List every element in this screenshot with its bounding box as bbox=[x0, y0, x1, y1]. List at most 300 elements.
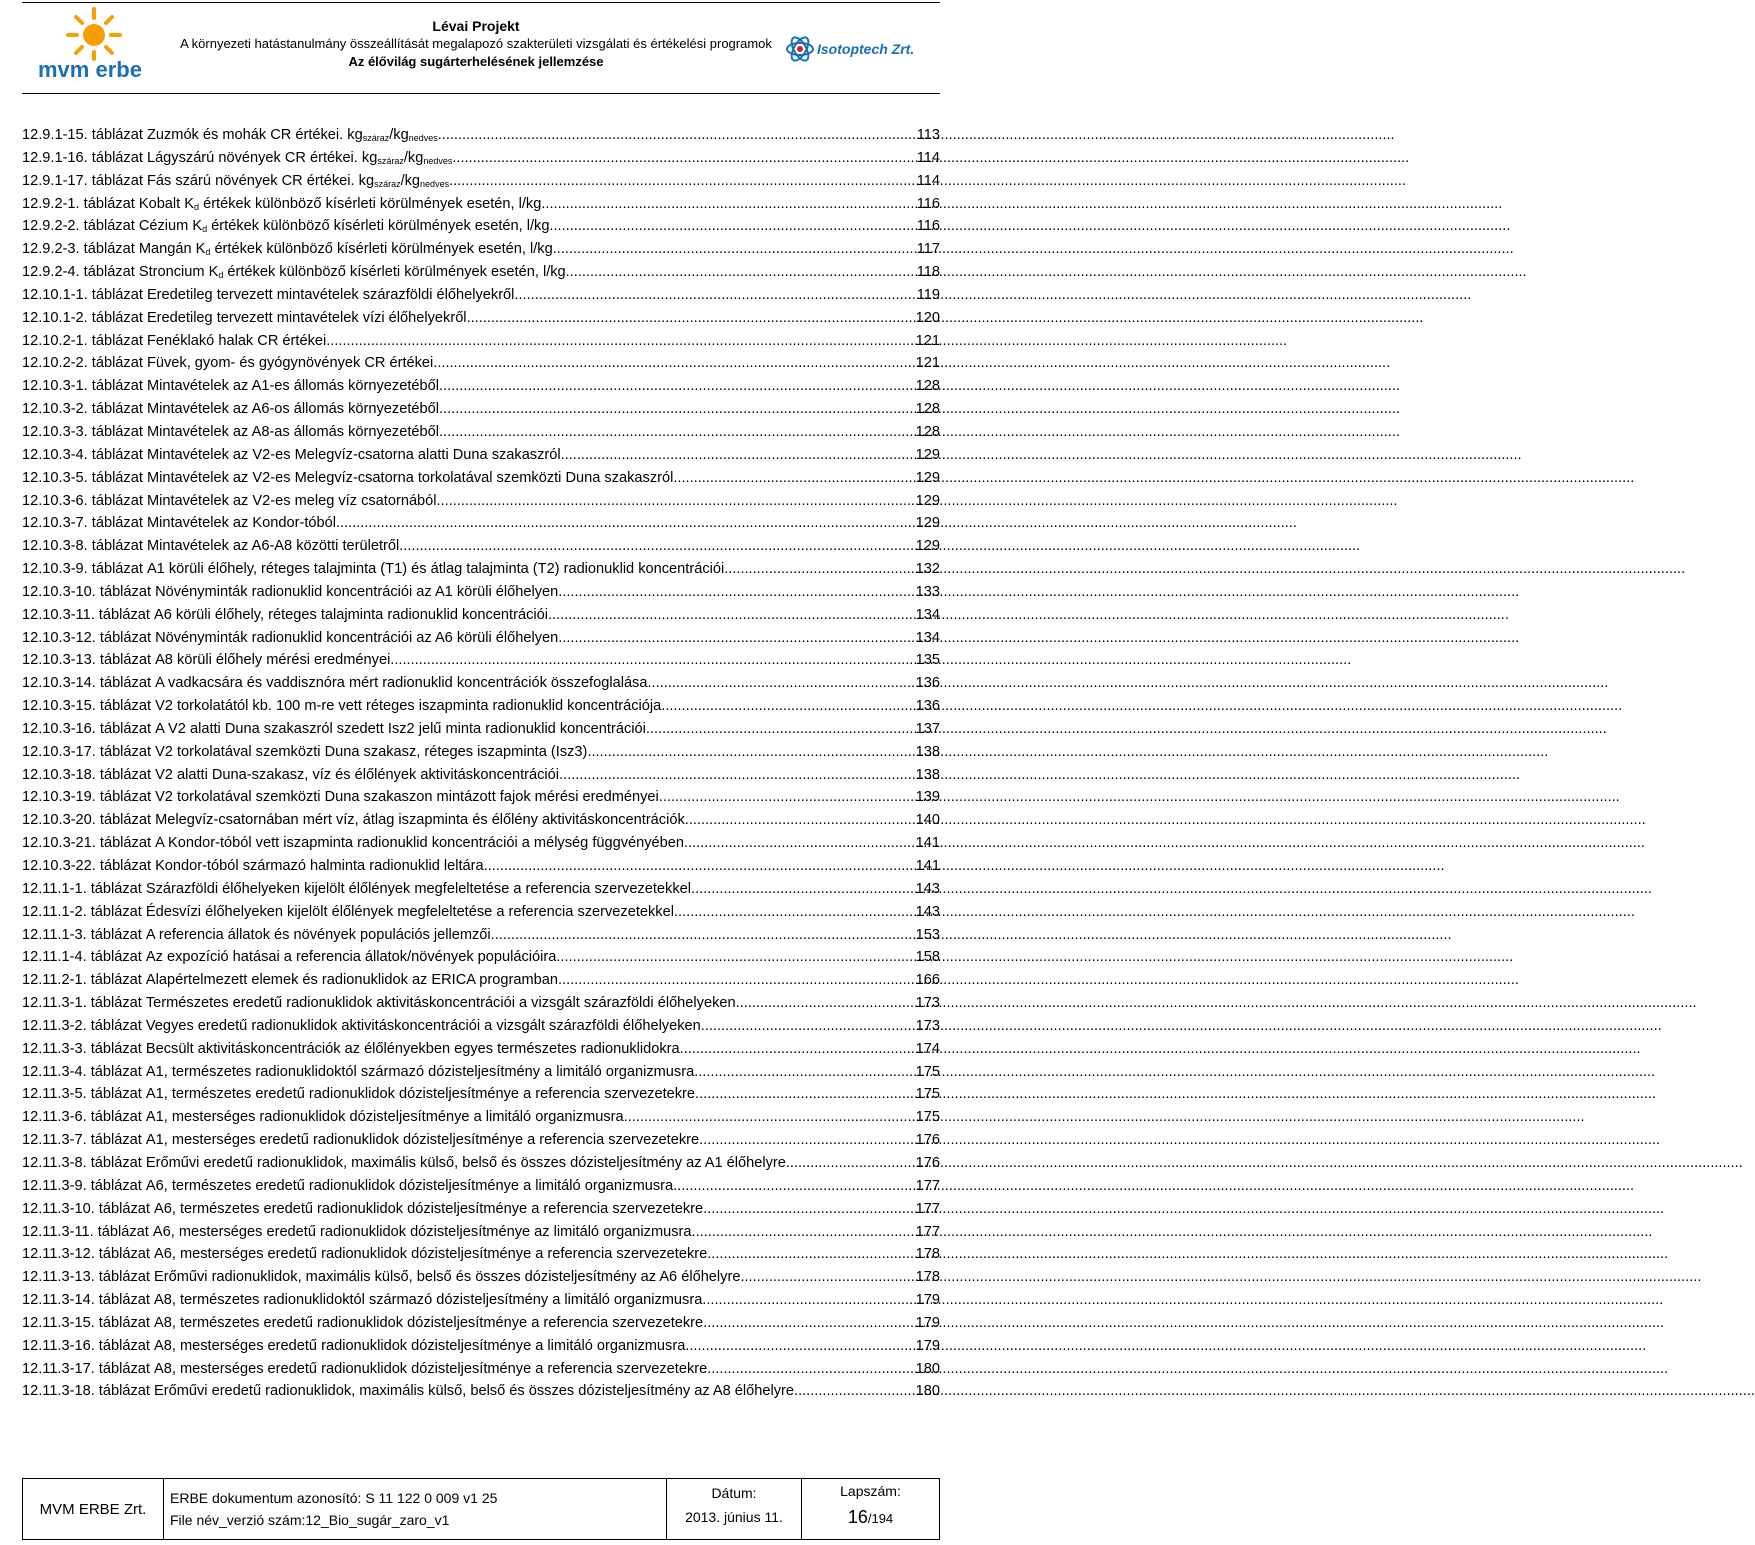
toc-page-number: 119 bbox=[916, 286, 940, 303]
toc-dot-leader bbox=[443, 399, 915, 419]
toc-page-number: 120 bbox=[915, 309, 940, 326]
toc-entry[interactable] bbox=[22, 1062, 940, 1085]
toc-dot-leader bbox=[652, 673, 915, 693]
toc-entry-title: Édesvízi élőhelyeken kijelölt élőlények megfeleltetése a referencia szervezetekkel. bbox=[145, 903, 679, 920]
toc-entry[interactable] bbox=[22, 970, 940, 993]
svg-text:mvm erbe: mvm erbe bbox=[38, 57, 142, 82]
toc-entry-title: A1, természetes radionuklidoktól származó dózisteljesítmény a limitáló organizmusra. bbox=[145, 1063, 699, 1080]
toc-dot-leader bbox=[452, 148, 915, 168]
toc-page-number: 175 bbox=[915, 1086, 940, 1103]
toc-page-number: 121 bbox=[915, 332, 940, 349]
toc-dot-leader bbox=[665, 696, 914, 716]
toc-dot-leader bbox=[545, 194, 915, 214]
toc-page-number: 134 bbox=[915, 629, 940, 646]
footer-date-cell bbox=[667, 1479, 802, 1540]
toc-entry[interactable] bbox=[22, 947, 940, 970]
toc-entry[interactable] bbox=[22, 376, 940, 399]
toc-entry-title: A8, mesterséges eredetű radionuklidok dózisteljesítménye a referencia szervezetekre. bbox=[154, 1360, 712, 1377]
toc-page-number: 174 bbox=[915, 1040, 940, 1057]
toc-entry-title: Szárazföldi élőhelyeken kijelölt élőlények megfeleltetése a referencia szervezetekkel. bbox=[145, 880, 696, 897]
toc-entry-title: A8, természetes eredetű radionuklidok dózisteljesítménye a referencia szervezetekre. bbox=[154, 1314, 708, 1331]
toc-entry[interactable] bbox=[22, 285, 940, 308]
toc-entry-title: V2 alatti Duna-szakasz, víz és élőlények aktivitáskoncentrációi. bbox=[155, 766, 564, 783]
toc-dot-leader bbox=[552, 605, 915, 625]
toc-entry[interactable] bbox=[22, 605, 940, 628]
document-topic: Az élővilág sugárterhelésének jellemzése bbox=[348, 54, 604, 69]
toc-entry-title: A6, természetes eredetű radionuklidok dózisteljesítménye a limitáló organizmusra. bbox=[145, 1177, 678, 1194]
toc-dot-leader bbox=[433, 353, 914, 373]
toc-page-number: 166 bbox=[915, 972, 940, 989]
toc-entry-title: Növényminták radionuklid koncentrációi az A1 körüli élőhelyen. bbox=[155, 583, 563, 600]
toc-dot-leader bbox=[556, 947, 914, 967]
toc-entry-title: A8 körüli élőhely mérési eredményei. bbox=[155, 652, 395, 669]
toc-page-number: 178 bbox=[915, 1246, 940, 1263]
toc-entry-title: Erőművi eredetű radionuklidok, maximális külső, belső és összes dózisteljesítmény az A1 élőhelyre bbox=[145, 1154, 786, 1171]
toc-entry-number: 12.10.3-13. táblázat bbox=[22, 652, 152, 669]
toc-page-number: 129 bbox=[915, 515, 940, 532]
toc-entry-title: A6, mesterséges eredetű radionuklidok dózisteljesítménye a referencia szervezetekre. bbox=[154, 1246, 712, 1263]
toc-dot-leader bbox=[330, 331, 914, 351]
toc-page-number: 114 bbox=[916, 149, 940, 166]
toc-dot-leader bbox=[563, 765, 915, 785]
toc-entry[interactable] bbox=[22, 1130, 940, 1153]
toc-entry[interactable] bbox=[22, 1039, 940, 1062]
toc-entry-number: 12.10.3-9. táblázat bbox=[22, 561, 143, 578]
toc-page-number: 117 bbox=[916, 241, 940, 258]
toc-dot-leader bbox=[562, 970, 915, 990]
toc-entry-number: 12.10.3-5. táblázat bbox=[22, 469, 143, 486]
toc-entry[interactable] bbox=[22, 719, 940, 742]
toc-page-number: 129 bbox=[915, 469, 940, 486]
toc-entry[interactable] bbox=[22, 742, 940, 765]
toc-dot-leader bbox=[438, 125, 916, 145]
toc-entry-title: Eredetileg tervezett mintavételek szárazföldi élőhelyekről bbox=[146, 286, 515, 303]
toc-dot-leader bbox=[677, 1176, 914, 1196]
toc-entry[interactable] bbox=[22, 1336, 940, 1359]
toc-page-number: 134 bbox=[915, 606, 940, 623]
toc-dot-leader bbox=[449, 171, 916, 191]
toc-page-number: 180 bbox=[915, 1383, 940, 1400]
toc-page-number: 136 bbox=[915, 675, 940, 692]
toc-entry-title: A Kondor-tóból vett iszapminta radionuklid koncentrációi a mélység függvényében. bbox=[155, 835, 689, 852]
toc-entry[interactable] bbox=[22, 559, 940, 582]
toc-page-number: 133 bbox=[915, 583, 940, 600]
toc-entry[interactable] bbox=[22, 650, 940, 673]
toc-entry-number: 12.11.3-10. táblázat bbox=[22, 1200, 150, 1217]
toc-page-number: 175 bbox=[915, 1109, 940, 1126]
toc-entry-title: A6, mesterséges eredetű radionuklidok dózisteljesítménye az limitáló organizmusra. bbox=[152, 1223, 696, 1240]
toc-entry[interactable] bbox=[22, 1153, 940, 1176]
toc-entry-number: 12.11.3-16. táblázat bbox=[22, 1337, 150, 1354]
toc-dot-leader bbox=[557, 239, 916, 259]
toc-entry[interactable] bbox=[22, 1359, 940, 1382]
toc-dot-leader bbox=[745, 1267, 915, 1287]
toc-entry[interactable] bbox=[22, 513, 940, 536]
toc-entry-number: 12.10.1-2. táblázat bbox=[22, 309, 143, 326]
toc-entry[interactable] bbox=[22, 696, 940, 719]
toc-entry-number: 12.11.3-11. táblázat bbox=[22, 1223, 149, 1240]
toc-page-number: 140 bbox=[915, 812, 940, 829]
toc-entry-title: A1 körüli élőhely, réteges talajminta (T1) és átlag talajminta (T2) radionuklid koncentrációi. bbox=[146, 561, 729, 578]
toc-entry-number: 12.9.2-2. táblázat bbox=[22, 218, 135, 235]
toc-entry[interactable] bbox=[22, 422, 940, 445]
toc-dot-leader bbox=[677, 468, 914, 488]
table-of-contents bbox=[22, 125, 940, 1404]
toc-entry-number: 12.9.2-1. táblázat bbox=[22, 195, 135, 212]
svg-text:Isotoptech Zrt.: Isotoptech Zrt. bbox=[817, 41, 915, 57]
toc-entry[interactable] bbox=[22, 262, 940, 285]
toc-dot-leader bbox=[688, 833, 915, 853]
toc-entry-title: Kondor-tóból származó halminta radionuklid leltára. bbox=[155, 858, 488, 874]
toc-entry-title: Fás szárú növények CR értékei. $kg_{száraz}/kg_{nedves}$ bbox=[146, 172, 450, 189]
toc-page-number: 129 bbox=[915, 492, 940, 509]
mvm-erbe-logo bbox=[28, 5, 160, 89]
toc-page-number: 177 bbox=[915, 1177, 940, 1194]
toc-dot-leader bbox=[711, 1244, 914, 1264]
toc-entry-title: A6 körüli élőhely, réteges talajminta radionuklid koncentrációi. bbox=[154, 606, 553, 623]
atom-icon bbox=[787, 35, 813, 64]
toc-dot-leader bbox=[786, 1153, 915, 1173]
toc-entry-title: Mangán $K_d$ értékek különböző kísérleti körülmények esetén, l/kg. bbox=[138, 241, 557, 258]
toc-entry[interactable] bbox=[22, 1313, 940, 1336]
toc-dot-leader bbox=[740, 993, 915, 1013]
footer-document-info bbox=[164, 1479, 667, 1540]
toc-page-number: 153 bbox=[915, 926, 940, 943]
toc-dot-leader bbox=[698, 1062, 914, 1082]
toc-entry-number: 12.11.1-1. táblázat bbox=[22, 880, 142, 897]
toc-entry-number: 12.9.1-17. táblázat bbox=[22, 172, 143, 189]
toc-page-number: 179 bbox=[915, 1337, 940, 1354]
toc-page-number: 121 bbox=[915, 355, 940, 372]
toc-dot-leader bbox=[570, 262, 916, 282]
toc-entry[interactable] bbox=[22, 468, 940, 491]
toc-page-number: 128 bbox=[915, 423, 940, 440]
toc-entry-title: Mintavételek az A8-as állomás környezetéből. bbox=[146, 423, 444, 440]
toc-entry[interactable] bbox=[22, 308, 940, 331]
toc-dot-leader bbox=[441, 491, 915, 511]
toc-dot-leader bbox=[689, 810, 915, 830]
toc-entry-number: 12.10.3-16. táblázat bbox=[22, 720, 152, 737]
toc-entry[interactable] bbox=[22, 1176, 940, 1199]
toc-page-number: 173 bbox=[915, 995, 940, 1012]
toc-page-number: 128 bbox=[915, 378, 940, 395]
toc-entry-number: 12.10.3-8. táblázat bbox=[22, 538, 143, 555]
toc-entry-number: 12.11.3-13. táblázat bbox=[22, 1269, 150, 1286]
toc-entry-title: Mintavételek az A6-os állomás környezetéből. bbox=[146, 401, 444, 418]
toc-entry-title: Kobalt $K_d$ értékek különböző kísérleti körülmények esetén, l/kg. bbox=[138, 195, 546, 212]
toc-entry[interactable] bbox=[22, 536, 940, 559]
toc-entry-number: 12.10.3-7. táblázat bbox=[22, 515, 143, 532]
page-header bbox=[22, 2, 940, 94]
toc-page-number: 136 bbox=[915, 698, 940, 715]
toc-page-number: 175 bbox=[915, 1063, 940, 1080]
toc-dot-leader bbox=[703, 1130, 914, 1150]
toc-entry[interactable] bbox=[22, 833, 940, 856]
footer-doc-id: ERBE dokumentum azonosító: S 11 122 0 009 v1 25 bbox=[170, 1490, 498, 1506]
footer-organization: MVM ERBE Zrt. bbox=[23, 1479, 164, 1540]
toc-entry-title: Lágyszárú növények CR értékei. $kg_{száraz}/kg_{nedves}$ bbox=[146, 149, 453, 166]
toc-dot-leader bbox=[689, 1336, 914, 1356]
toc-dot-leader bbox=[443, 376, 915, 396]
toc-entry-title: Zuzmók és mohák CR értékei. $kg_{száraz}/kg_{nedves}$ bbox=[146, 127, 438, 143]
toc-dot-leader bbox=[403, 536, 914, 556]
toc-page-number: 179 bbox=[915, 1292, 940, 1309]
toc-entry-number: 12.11.1-3. táblázat bbox=[22, 926, 142, 943]
toc-entry[interactable] bbox=[22, 1267, 940, 1290]
toc-dot-leader bbox=[684, 1039, 915, 1059]
toc-entry[interactable] bbox=[22, 765, 940, 788]
toc-entry-number: 12.11.3-17. táblázat bbox=[22, 1360, 150, 1377]
toc-entry-title: Természetes eredetű radionuklidok aktivitáskoncentrációi a vizsgált szárazföldi élőhelyeken. bbox=[145, 995, 740, 1012]
toc-entry-title: Az expozíció hatásai a referencia állatok/növények populációira bbox=[145, 949, 557, 966]
toc-entry[interactable] bbox=[22, 148, 940, 171]
toc-page-number: 141 bbox=[915, 835, 940, 852]
toc-dot-leader bbox=[663, 787, 915, 807]
toc-entry-number: 12.11.1-2. táblázat bbox=[22, 903, 142, 920]
toc-entry-title: A1, mesterséges radionuklidok dózisteljesítménye a limitáló organizmusra. bbox=[145, 1109, 628, 1126]
toc-entry-number: 12.10.3-20. táblázat bbox=[22, 812, 152, 829]
toc-entry-number: 12.10.2-1. táblázat bbox=[22, 332, 143, 349]
toc-entry[interactable] bbox=[22, 879, 940, 902]
toc-entry-title: Alapértelmezett elemek és radionuklidok az ERICA programban. bbox=[145, 972, 563, 989]
toc-entry[interactable] bbox=[22, 399, 940, 422]
toc-page-number: 176 bbox=[915, 1154, 940, 1171]
toc-entry-title: Növényminták radionuklid koncentrációi az A6 körüli élőhelyen. bbox=[155, 629, 563, 646]
toc-entry[interactable] bbox=[22, 1381, 940, 1404]
toc-entry[interactable] bbox=[22, 582, 940, 605]
toc-page-number: 128 bbox=[915, 401, 940, 418]
toc-entry[interactable] bbox=[22, 925, 940, 948]
toc-entry-title: A1, mesterséges eredetű radionuklidok dózisteljesítménye a referencia szervezetekre. bbox=[145, 1132, 704, 1149]
toc-dot-leader bbox=[628, 1107, 915, 1127]
toc-dot-leader bbox=[695, 879, 915, 899]
toc-page-number: 138 bbox=[915, 743, 940, 760]
toc-entry-title: A vadkacsára és vaddisznóra mért radionuklid koncentrációk összefoglalása. bbox=[155, 675, 652, 692]
toc-entry-number: 12.10.3-14. táblázat bbox=[22, 675, 152, 692]
toc-dot-leader bbox=[514, 285, 915, 305]
toc-entry[interactable] bbox=[22, 1222, 940, 1245]
toc-entry-title: Cézium $K_d$ értékek különböző kísérleti körülmények esetén, l/kg. bbox=[138, 218, 554, 235]
toc-page-number: 137 bbox=[915, 720, 940, 737]
toc-entry-number: 12.11.3-3. táblázat bbox=[22, 1040, 142, 1057]
footer-date: 2013. június 11. bbox=[685, 1509, 783, 1525]
toc-entry-title: Melegvíz-csatornában mért víz, átlag iszapminta és élőlény aktivitáskoncentrációk. bbox=[155, 812, 689, 829]
toc-dot-leader bbox=[565, 445, 915, 465]
project-subtitle: A környezeti hatástanulmány összeállítását megalapozó szakterületi vizsgálati és értékelési programok bbox=[180, 36, 772, 51]
toc-page-number: 135 bbox=[915, 652, 940, 669]
toc-page-number: 129 bbox=[915, 538, 940, 555]
toc-entry-number: 12.10.1-1. táblázat bbox=[22, 286, 143, 303]
toc-dot-leader bbox=[707, 1199, 914, 1219]
toc-page-number: 139 bbox=[915, 789, 940, 806]
toc-dot-leader bbox=[340, 513, 915, 533]
toc-entry[interactable] bbox=[22, 331, 940, 354]
page-footer bbox=[22, 1478, 940, 1540]
toc-entry[interactable] bbox=[22, 787, 940, 810]
toc-dot-leader bbox=[467, 308, 915, 328]
toc-dot-leader bbox=[706, 1290, 914, 1310]
toc-entry-title: Erőművi eredetű radionuklidok, maximális külső, belső és összes dózisteljesítmény az A8 élőhelyre. bbox=[154, 1383, 799, 1400]
toc-dot-leader bbox=[705, 1016, 915, 1036]
project-title: Lévai Projekt bbox=[432, 18, 520, 34]
toc-entry-title: A8, mesterséges eredetű radionuklidok dózisteljesítménye a limitáló organizmusra. bbox=[154, 1337, 690, 1354]
toc-entry-title: A1, természetes eredetű radionuklidok dózisteljesítménye a referencia szervezetekre. bbox=[145, 1086, 700, 1103]
toc-entry-title: Fenéklakó halak CR értékei. bbox=[146, 332, 331, 349]
toc-entry[interactable] bbox=[22, 445, 940, 468]
toc-entry[interactable] bbox=[22, 1244, 940, 1267]
toc-entry-title: Mintavételek az V2-es meleg víz csatornából. bbox=[146, 492, 441, 509]
toc-entry-title: Füvek, gyom- és gyógynövények CR értékei bbox=[146, 355, 434, 372]
toc-entry-title: V2 torkolatától kb. 100 m-re vett réteges iszapminta radionuklid koncentrációja. bbox=[155, 698, 666, 715]
toc-entry-title: Eredetileg tervezett mintavételek vízi élőhelyekről bbox=[146, 309, 467, 326]
toc-entry[interactable] bbox=[22, 810, 940, 833]
footer-page-number: 16/194 bbox=[847, 1506, 894, 1527]
toc-dot-leader bbox=[711, 1359, 914, 1379]
toc-entry-title: Vegyes eredetű radionuklidok aktivitáskoncentrációi a vizsgált szárazföldi élőhelyeken. bbox=[145, 1017, 705, 1034]
toc-page-number: 138 bbox=[915, 766, 940, 783]
toc-entry-number: 12.11.3-2. táblázat bbox=[22, 1017, 142, 1034]
toc-page-number: 116 bbox=[916, 195, 940, 212]
toc-page-number: 178 bbox=[915, 1269, 940, 1286]
toc-page-number: 116 bbox=[916, 218, 940, 235]
toc-page-number: 158 bbox=[915, 949, 940, 966]
toc-entry-number: 12.10.3-10. táblázat bbox=[22, 583, 152, 600]
toc-entry-number: 12.9.2-4. táblázat bbox=[22, 264, 135, 281]
toc-entry-number: 12.11.3-12. táblázat bbox=[22, 1246, 150, 1263]
toc-entry-title: A6, természetes eredetű radionuklidok dózisteljesítménye a referencia szervezetekre. bbox=[154, 1200, 708, 1217]
toc-page-number: 176 bbox=[915, 1132, 940, 1149]
toc-entry[interactable] bbox=[22, 856, 940, 879]
toc-page-number: 177 bbox=[915, 1223, 940, 1240]
footer-page-cell bbox=[802, 1479, 940, 1540]
toc-entry[interactable] bbox=[22, 1016, 940, 1039]
toc-page-number: 129 bbox=[915, 446, 940, 463]
toc-entry-title: A referencia állatok és növények populációs jellemzői. bbox=[145, 926, 495, 943]
toc-page-number: 143 bbox=[915, 903, 940, 920]
toc-entry-number: 12.11.3-15. táblázat bbox=[22, 1314, 150, 1331]
toc-entry-number: 12.11.3-9. táblázat bbox=[22, 1177, 142, 1194]
toc-entry-number: 12.11.3-8. táblázat bbox=[22, 1154, 142, 1171]
toc-entry[interactable] bbox=[22, 993, 940, 1016]
toc-entry-number: 12.10.2-2. táblázat bbox=[22, 355, 143, 372]
toc-entry-title: Erőművi radionuklidok, maximális külső, belső és összes dózisteljesítmény az A6 élőhelyre. bbox=[154, 1269, 745, 1286]
toc-page-number: 118 bbox=[916, 264, 940, 281]
toc-entry-number: 12.11.3-1. táblázat bbox=[22, 995, 142, 1012]
toc-entry-number: 12.11.3-6. táblázat bbox=[22, 1109, 142, 1126]
isotoptech-logo bbox=[784, 29, 934, 69]
toc-entry-title: A8, természetes radionuklidoktól származó dózisteljesítmény a limitáló organizmusra. bbox=[154, 1292, 707, 1309]
footer-date-label: Dátum: bbox=[711, 1485, 757, 1501]
toc-dot-leader bbox=[728, 559, 914, 579]
toc-dot-leader bbox=[798, 1381, 915, 1401]
toc-entry-number: 12.10.3-19. táblázat bbox=[22, 789, 152, 806]
toc-dot-leader bbox=[699, 1084, 915, 1104]
toc-entry-number: 12.11.3-7. táblázat bbox=[22, 1132, 142, 1149]
toc-dot-leader bbox=[562, 582, 914, 602]
toc-entry[interactable] bbox=[22, 171, 940, 194]
toc-entry-number: 12.11.3-14. táblázat bbox=[22, 1292, 150, 1309]
toc-entry-title: Mintavételek az A1-es állomás környezetéből. bbox=[146, 378, 444, 395]
toc-entry-number: 12.11.2-1. táblázat bbox=[22, 972, 142, 989]
toc-page-number: 180 bbox=[915, 1360, 940, 1377]
toc-page-number: 179 bbox=[915, 1314, 940, 1331]
toc-entry[interactable] bbox=[22, 353, 940, 376]
toc-entry-number: 12.10.3-12. táblázat bbox=[22, 629, 152, 646]
toc-entry[interactable] bbox=[22, 902, 940, 925]
toc-entry-title: Mintavételek az V2-es Melegvíz-csatorna torkolatával szemközti Duna szakaszról. bbox=[146, 469, 678, 486]
toc-entry-title: Becsült aktivitáskoncentrációk az élőlényekben egyes természetes radionuklidokra. bbox=[145, 1040, 684, 1057]
toc-dot-leader bbox=[650, 719, 915, 739]
toc-entry-number: 12.11.3-18. táblázat bbox=[22, 1383, 150, 1400]
toc-dot-leader bbox=[562, 628, 914, 648]
toc-entry-number: 12.9.1-15. táblázat bbox=[22, 127, 143, 143]
toc-dot-leader bbox=[443, 422, 915, 442]
toc-page-number: 132 bbox=[915, 561, 940, 578]
footer-page-label: Lapszám: bbox=[840, 1482, 901, 1499]
toc-page-number: 177 bbox=[915, 1200, 940, 1217]
toc-dot-leader bbox=[394, 650, 914, 670]
toc-entry[interactable] bbox=[22, 491, 940, 514]
toc-entry[interactable] bbox=[22, 1199, 940, 1222]
toc-entry-title: Mintavételek az A6-A8 közötti területről. bbox=[146, 538, 404, 555]
toc-entry-number: 12.10.3-6. táblázat bbox=[22, 492, 143, 509]
toc-entry[interactable] bbox=[22, 1290, 940, 1313]
toc-entry-number: 12.10.3-3. táblázat bbox=[22, 423, 143, 440]
toc-entry[interactable] bbox=[22, 1084, 940, 1107]
toc-dot-leader bbox=[495, 925, 915, 945]
footer-file-name: File név_verzió szám:12_Bio_sugár_zaro_v1 bbox=[170, 1512, 450, 1528]
toc-entry[interactable] bbox=[22, 125, 940, 148]
toc-entry[interactable] bbox=[22, 673, 940, 696]
toc-page-number: 113 bbox=[916, 127, 940, 143]
toc-entry-title: V2 torkolatával szemközti Duna szakasz, réteges iszapminta (Isz3). bbox=[155, 743, 592, 760]
toc-entry-title: Mintavételek az Kondor-tóból. bbox=[146, 515, 341, 532]
toc-dot-leader bbox=[488, 856, 915, 876]
toc-page-number: 143 bbox=[915, 880, 940, 897]
toc-entry-title: V2 torkolatával szemközti Duna szakaszon mintázott fajok mérési eredményei. bbox=[155, 789, 663, 806]
toc-entry-number: 12.11.3-4. táblázat bbox=[22, 1063, 142, 1080]
toc-entry-number: 12.10.3-22. táblázat bbox=[22, 858, 152, 874]
toc-entry-number: 12.11.1-4. táblázat bbox=[22, 949, 142, 966]
toc-entry-number: 12.9.1-16. táblázat bbox=[22, 149, 143, 166]
toc-dot-leader bbox=[678, 902, 915, 922]
toc-page-number: 114 bbox=[916, 172, 940, 189]
toc-entry[interactable] bbox=[22, 1107, 940, 1130]
toc-entry-number: 12.9.2-3. táblázat bbox=[22, 241, 135, 258]
toc-entry-number: 12.10.3-17. táblázat bbox=[22, 743, 152, 760]
toc-dot-leader bbox=[591, 742, 914, 762]
toc-entry-number: 12.10.3-15. táblázat bbox=[22, 698, 152, 715]
toc-entry-number: 12.11.3-5. táblázat bbox=[22, 1086, 142, 1103]
toc-entry-title: A V2 alatti Duna szakaszról szedett Isz2 jelű minta radionuklid koncentrációi. bbox=[155, 720, 650, 737]
toc-entry[interactable] bbox=[22, 239, 940, 262]
toc-dot-leader bbox=[554, 216, 916, 236]
toc-entry[interactable] bbox=[22, 194, 940, 217]
toc-dot-leader bbox=[696, 1222, 915, 1242]
toc-entry-title: Mintavételek az V2-es Melegvíz-csatorna alatti Duna szakaszról. bbox=[146, 446, 565, 463]
toc-dot-leader bbox=[707, 1313, 914, 1333]
toc-page-number: 173 bbox=[915, 1017, 940, 1034]
toc-entry-number: 12.10.3-18. táblázat bbox=[22, 766, 152, 783]
toc-entry[interactable] bbox=[22, 628, 940, 651]
sun-icon bbox=[68, 9, 120, 59]
toc-entry-number: 12.10.3-11. táblázat bbox=[22, 606, 150, 623]
toc-entry-title: Stroncium $K_d$ értékek különböző kísérleti körülmények esetén, l/kg. bbox=[138, 264, 570, 281]
toc-entry[interactable] bbox=[22, 216, 940, 239]
toc-entry-number: 12.10.3-4. táblázat bbox=[22, 446, 143, 463]
toc-entry-number: 12.10.3-2. táblázat bbox=[22, 401, 143, 418]
toc-entry-number: 12.10.3-21. táblázat bbox=[22, 835, 152, 852]
